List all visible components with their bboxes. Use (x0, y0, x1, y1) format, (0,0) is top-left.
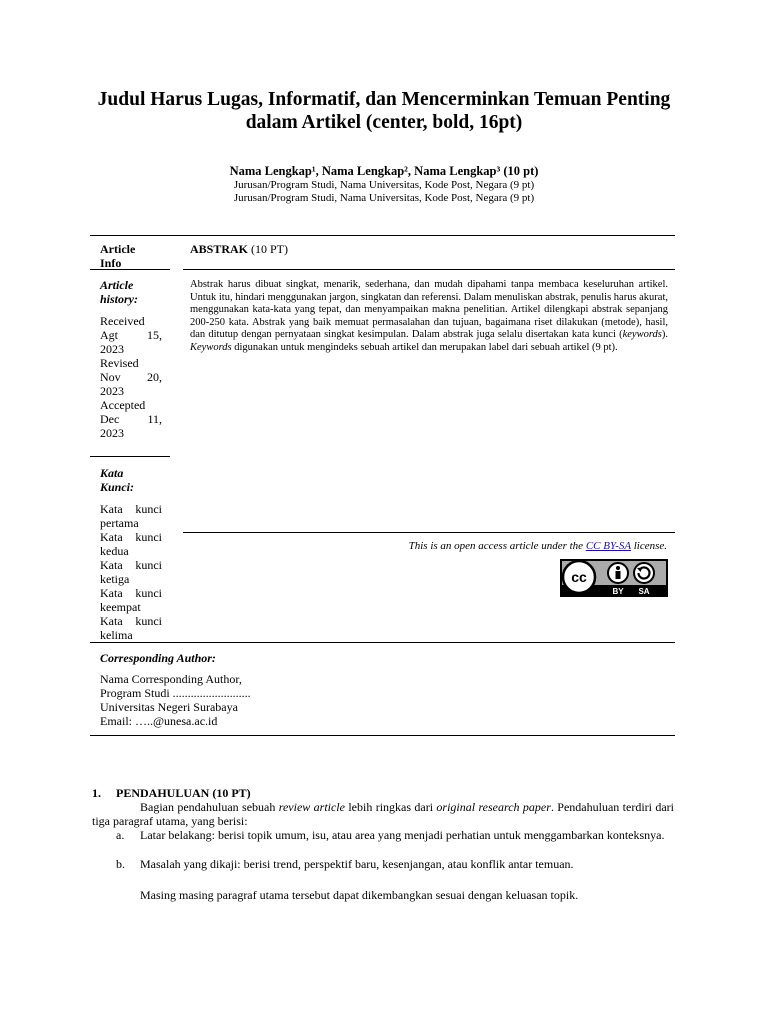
table-bottom-rule (90, 735, 675, 736)
svg-text:BY: BY (612, 587, 624, 596)
corresponding-program: Program Studi .......................... (100, 686, 251, 700)
list-item: a. Latar belakang: berisi topik umum, isu, atau area yang menjadi perhatian untuk menggambarkan konteksnya. (116, 828, 665, 842)
author-list: Nama Lengkap¹, Nama Lengkap², Nama Lengkap³ (10 pt) (229, 164, 539, 178)
keyword-1: Kata kunci pertama (100, 502, 162, 530)
info-bottom-rule (90, 642, 675, 643)
abstract-heading-rule (183, 269, 675, 270)
corresponding-name: Nama Corresponding Author, (100, 672, 242, 686)
affiliation-1: Jurusan/Program Studi, Nama Universitas, Kode Post, Negara (9 pt) (233, 179, 535, 191)
list-item: b. Masalah yang dikaji: berisi trend, perspektif baru, kesenjangan, atau konflik antar temuan. (116, 857, 574, 871)
keyword-4: Kata kunci keempat (100, 586, 162, 614)
article-info-heading: Article Info (100, 242, 136, 270)
table-top-rule (90, 235, 675, 236)
article-title: Judul Harus Lugas, Informatif, dan Mencerminkan Temuan Penting dalam Artikel (center, bold, 16pt) (97, 89, 671, 133)
history-received: Received Agt 15, 2023 (100, 314, 162, 356)
keyword-2: Kata kunci kedua (100, 530, 162, 558)
keyword-3: Kata kunci ketiga (100, 558, 162, 586)
abstract-heading: ABSTRAK (10 PT) (190, 242, 289, 256)
abstract-text: Abstrak harus dibuat singkat, menarik, sederhana, dan mudah dipahami tanpa membaca keseluruhan artikel. Untuk itu, hindari menggunakan jargon, singkatan dan referensi. Dalam menuliskan abstrak, penulis harus akurat, menggunakan kata-kata yang tepat, dan menyampaikan makna penelitian. Artikel dilengkapi abstrak sepanjang 200-250 kata. Abstrak yang baik memuat permasalahan dan tujuan, bagaimana riset dilakukan (metode), hasil, dan ditutup dengan pernyataan singkat kesimpulan. Dalam abstrak juga selalu disertakan kata kunci (keywords). Keywords digunakan untuk mengindeks sebuah artikel dan merupakan label dari sebuah artikel (9 pt). (190, 279, 669, 353)
share-alike-icon (634, 563, 654, 583)
keywords-title: Kata Kunci: (100, 466, 135, 494)
section-heading: 1. PENDAHULUAN (10 PT) (92, 786, 251, 800)
keyword-5: Kata kunci kelima (100, 614, 162, 642)
abstract-bottom-rule (183, 532, 675, 533)
corresponding-author-title: Corresponding Author: (100, 651, 216, 665)
cc-by-sa-badge (560, 559, 668, 597)
affiliation-2: Jurusan/Program Studi, Nama Universitas, Kode Post, Negara (9 pt) (233, 192, 535, 204)
article-history-title: Article history: (100, 278, 139, 306)
svg-text:SA: SA (638, 587, 650, 596)
closing-paragraph: Masing masing paragraf utama tersebut dapat dikembangkan sesuai dengan keluasan topik. (140, 888, 579, 902)
cc-by-sa-link[interactable]: CC BY-SA (585, 540, 631, 552)
history-revised: Revised Nov 20, 2023 (100, 356, 162, 398)
history-accepted: Accepted Dec 11, 2023 (100, 398, 162, 440)
intro-paragraph: Bagian pendahuluan sebuah review article lebih ringkas dari original research paper. Pendahuluan terdiri dari tiga paragraf utama, yang berisi: (92, 800, 675, 828)
license-statement: This is an open access article under the CC BY-SA license. (408, 540, 667, 552)
corresponding-email: Email: …..@unesa.ac.id (100, 714, 218, 728)
svg-text:cc: cc (571, 569, 587, 585)
history-rule (90, 456, 170, 457)
corresponding-university: Universitas Negeri Surabaya (100, 700, 238, 714)
